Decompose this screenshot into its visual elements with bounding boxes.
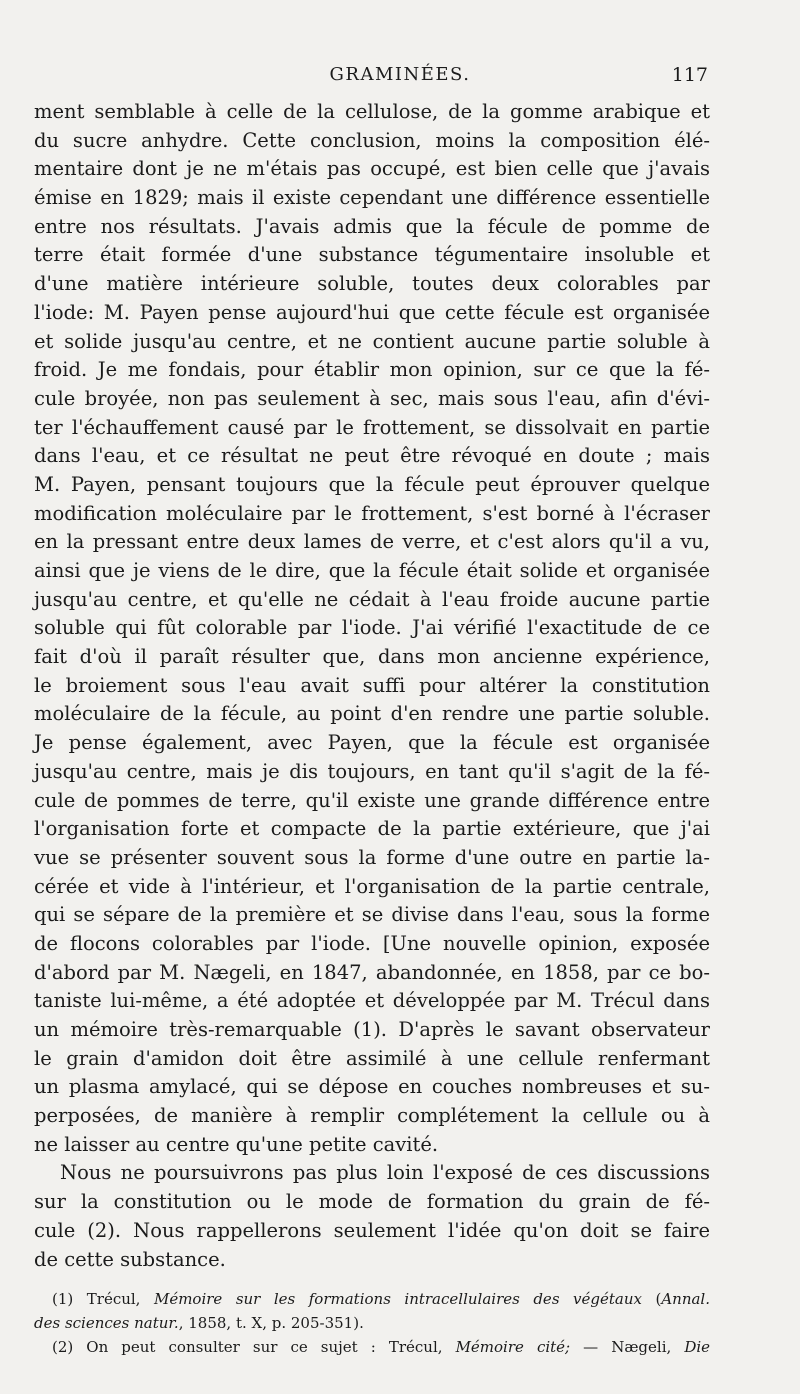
text-line: de flocons colorables par l'iode. [Une nouvelle opinion, exposée [34, 931, 710, 955]
text-line: ne laisser au centre qu'une petite cavité. [34, 1132, 439, 1156]
text-line: un mémoire très-remarquable (1). D'après le savant observateur [34, 1018, 710, 1041]
footnote-2-work: Mémoire cité; [455, 1338, 571, 1356]
footnote-1-work: Mémoire sur les formations intracellulaires des végétaux [153, 1290, 642, 1308]
text-line: jusqu'au centre, et qu'elle ne cédait à l'eau froide aucune partie [34, 587, 710, 611]
text-line: moléculaire de la fécule, au point d'en rendre une partie soluble. [34, 702, 710, 726]
text-line: de cette substance. [34, 1247, 226, 1271]
text-line: ainsi que je viens de le dire, que la fécule était solide et organisée [34, 559, 710, 582]
text-line: taniste lui-même, a été adoptée et développée par M. Trécul dans [34, 989, 710, 1013]
footnote-1-journal: Annal. [661, 1290, 710, 1308]
text-line: cule (2). Nous rappellerons seulement l'idée qu'on doit se faire [34, 1218, 710, 1242]
text-line: terre était formée d'une substance tégumentaire insoluble et [34, 243, 710, 267]
page-header [0, 64, 800, 88]
text-line: émise en 1829; mais il existe cependant une différence essentielle [34, 186, 710, 210]
text-line: Je pense également, avec Payen, que la fécule est organisée [34, 731, 710, 755]
text-line: l'iode: M. Payen pense aujourd'hui que cette fécule est organisée [34, 300, 710, 324]
body-text [34, 98, 710, 1274]
footnote-1-journal-cont: des sciences natur. [34, 1314, 179, 1332]
text-line: le broiement sous l'eau avait suffi pour altérer la constitution [34, 673, 710, 697]
text-line: froid. Je me fondais, pour établir mon opinion, sur ce que la fé- [34, 358, 710, 382]
text-line: en la pressant entre deux lames de verre, et c'est alors qu'il a vu, [34, 530, 710, 554]
text-line: cule broyée, non pas seulement à sec, mais sous l'eau, afin d'évi- [34, 386, 710, 410]
text-line: le grain d'amidon doit être assimilé à une cellule renfermant [34, 1046, 710, 1070]
text-line: dans l'eau, et ce résultat ne peut être révoqué en doute ; mais [34, 444, 710, 468]
text-line: jusqu'au centre, mais je dis toujours, en tant qu'il s'agit de la fé- [34, 759, 710, 783]
text-line: cule de pommes de terre, qu'il existe une grande différence entre [34, 788, 710, 812]
paragraph-2 [34, 1159, 710, 1274]
text-line: modification moléculaire par le frottement, s'est borné à l'écraser [34, 501, 710, 525]
footnote-1-author: (1) Trécul, [52, 1290, 154, 1308]
page-number: 117 [671, 64, 708, 86]
running-title: GRAMINÉES. [329, 64, 471, 85]
footnote-2-line-1 [34, 1335, 710, 1359]
text-line: soluble qui fût colorable par l'iode. J'ai vérifié l'exactitude de ce [34, 616, 710, 640]
footnote-2-text: (2) On peut consulter sur ce sujet : Trécul, [52, 1338, 456, 1356]
footnote-1-details: , 1858, t. X, p. 205-351). [178, 1314, 364, 1332]
footnote-1-line-1 [34, 1287, 710, 1311]
footnote-1-paren: ( [641, 1290, 662, 1308]
text-line: sur la constitution ou le mode de formation du grain de fé- [34, 1190, 710, 1214]
text-line: un plasma amylacé, qui se dépose en couches nombreuses et su- [34, 1075, 710, 1099]
text-line: perposées, de manière à remplir complétement la cellule ou à [34, 1104, 710, 1128]
footnote-2-title-start: Die [684, 1338, 711, 1356]
text-line: l'organisation forte et compacte de la partie extérieure, que j'ai [34, 817, 710, 841]
text-line: ment semblable à celle de la cellulose, de la gomme arabique et [34, 100, 710, 123]
text-line: vue se présenter souvent sous la forme d'une outre en partie la- [34, 845, 710, 869]
footnote-2-sep: — Nægeli, [570, 1338, 685, 1356]
text-line: qui se sépare de la première et se divise dans l'eau, sous la forme [34, 903, 710, 927]
text-line: M. Payen, pensant toujours que la fécule peut éprouver quelque [34, 472, 710, 496]
text-line: fait d'où il paraît résulter que, dans mon ancienne expérience, [34, 645, 710, 669]
text-line: d'une matière intérieure soluble, toutes deux colorables par [34, 272, 710, 296]
text-line: Nous ne poursuivrons pas plus loin l'exposé de ces discussions [60, 1161, 710, 1185]
text-line: et solide jusqu'au centre, et ne contient aucune partie soluble à [34, 329, 710, 353]
paragraph-1 [34, 98, 710, 1159]
text-line: entre nos résultats. J'avais admis que la fécule de pomme de [34, 214, 710, 238]
text-line: d'abord par M. Nægeli, en 1847, abandonnée, en 1858, par ce bo- [34, 960, 710, 984]
footnotes [34, 1287, 710, 1359]
text-line: mentaire dont je ne m'étais pas occupé, est bien celle que j'avais [34, 157, 710, 181]
footnote-1-line-2 [34, 1311, 710, 1335]
text-line: du sucre anhydre. Cette conclusion, moins la composition élé- [34, 128, 710, 152]
text-line: cérée et vide à l'intérieur, et l'organisation de la partie centrale, [34, 874, 710, 898]
text-line: ter l'échauffement causé par le frottement, se dissolvait en partie [34, 415, 710, 439]
